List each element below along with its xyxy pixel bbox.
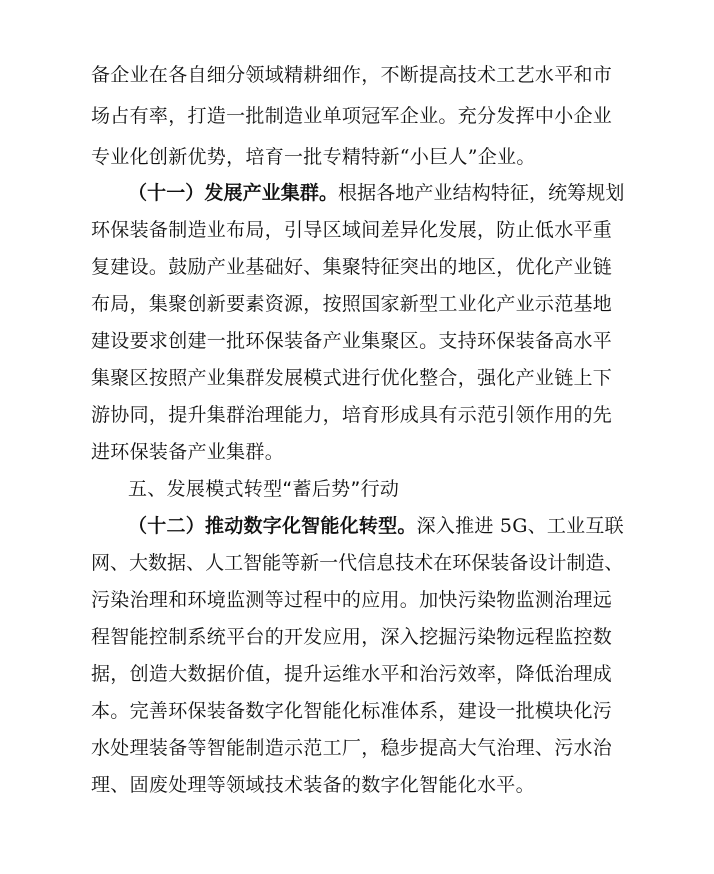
body-text-line: 复建设。鼓励产业基础好、集聚特征突出的地区，优化产业链 (91, 256, 613, 278)
body-text: 深入推进 5G、工业互联 (416, 515, 624, 537)
body-text-line: 专业化创新优势，培育一批专精特新“小巨人”企业。 (91, 146, 536, 168)
body-text-line: 场占有率，打造一批制造业单项冠军企业。充分发挥中小企业 (91, 105, 613, 127)
body-text-line: 据，创造大数据价值，提升运维水平和治污效率，降低治理成 (91, 663, 613, 685)
item-12-first-line (128, 514, 624, 538)
body-text-line: 建设要求创建一批环保装备产业集聚区。支持环保装备高水平 (91, 330, 613, 352)
body-text-line: 游协同，提升集群治理能力，培育形成具有示范引领作用的先 (91, 404, 613, 426)
body-text-line: 网、大数据、人工智能等新一代信息技术在环保装备设计制造、 (91, 552, 624, 574)
body-text-line: 本。完善环保装备数字化智能化标准体系，建设一批模块化污 (91, 700, 613, 722)
item-11-first-line (128, 181, 624, 205)
body-text-line: 备企业在各自细分领域精耕细作，不断提高技术工艺水平和市 (91, 64, 613, 86)
body-text-line: 进环保装备产业集群。 (91, 441, 285, 463)
body-text: 根据各地产业结构特征，统筹规划 (338, 182, 625, 204)
body-text-line: 水处理装备等智能制造示范工厂，稳步提高大气治理、污水治 (91, 737, 613, 759)
section-5-heading: 五、发展模式转型“蓄后势”行动 (128, 478, 400, 500)
body-text-line: 集聚区按照产业集群发展模式进行优化整合，强化产业链上下 (91, 367, 613, 389)
body-text-line: 理、固废处理等领域技术装备的数字化智能化水平。 (91, 774, 535, 796)
item-11-heading: （十一）发展产业集群。 (128, 182, 339, 204)
body-text-line: 污染治理和环境监测等过程中的应用。加快污染物监测治理远 (91, 589, 613, 611)
body-text-line: 程智能控制系统平台的开发应用，深入挖掘污染物远程监控数 (91, 626, 613, 648)
body-text-line: 环保装备制造业布局，引导区域间差异化发展，防止低水平重 (91, 219, 613, 241)
body-text-line: 布局，集聚创新要素资源，按照国家新型工业化产业示范基地 (91, 293, 613, 315)
item-12-heading: （十二）推动数字化智能化转型。 (128, 515, 417, 537)
